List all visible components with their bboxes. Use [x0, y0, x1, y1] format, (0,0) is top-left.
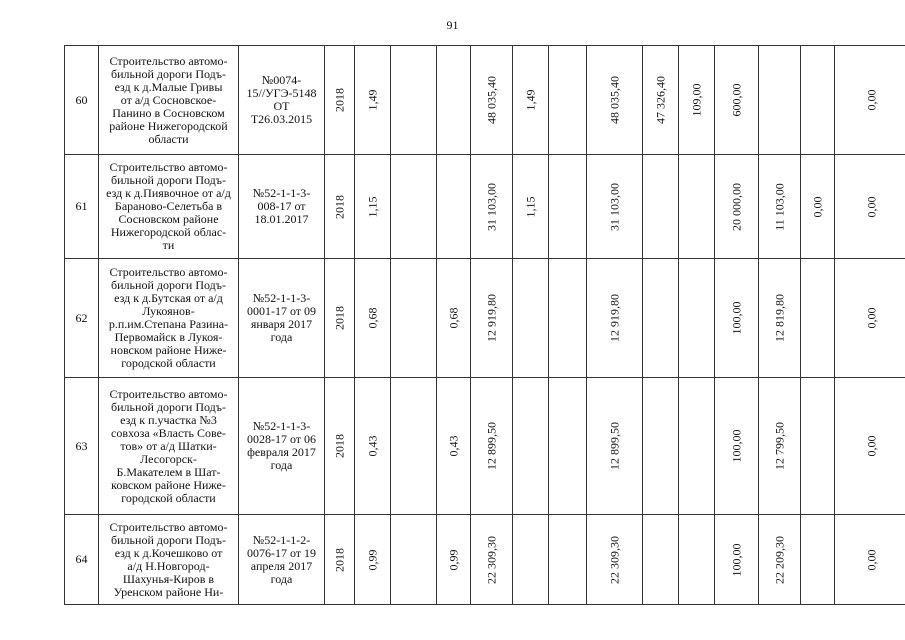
row-number — [65, 155, 99, 259]
c10-text: 600,00 — [729, 83, 743, 117]
cost-cell — [471, 378, 513, 515]
value-cell — [513, 378, 549, 515]
value-cell — [643, 155, 679, 259]
c10-text: 20 000,00 — [729, 182, 743, 231]
c13-text: 0,00 — [864, 89, 878, 111]
num-text: 60 — [75, 92, 88, 107]
c10-text: 100,00 — [729, 301, 743, 335]
year-text: 2018 — [332, 434, 346, 458]
c9-text: 109,00 — [689, 83, 703, 117]
value-cell — [801, 155, 835, 259]
value-cell — [679, 259, 715, 378]
value-cell — [549, 46, 587, 155]
value-cell — [391, 515, 437, 605]
document-reference — [239, 155, 325, 259]
value-cell — [549, 155, 587, 259]
table-row — [65, 378, 905, 515]
name-text: Строительство автомо- бильной дороги Подъ- езд к п.участка №3 совхоза «Власть Сове- тов» от а/д Шатки- Лесогорск- Б.Макателем в Шат- ковском районе Ниже- городской области — [109, 386, 228, 505]
name-text: Строительство автомо- бильной дороги Подъ- езд к д.Малые Гривы от а/д Сосновское- Панино в Сосновском районе Нижегородской области — [109, 53, 228, 146]
c11-text: 12 819,80 — [772, 294, 786, 342]
cost-cell — [471, 155, 513, 259]
row-number — [65, 259, 99, 378]
c12-text: 0,00 — [810, 196, 824, 217]
c13-text: 0,00 — [864, 435, 878, 457]
c1-text: 0,43 — [365, 435, 379, 457]
length-cell — [355, 155, 391, 259]
value-cell — [643, 46, 679, 155]
value-cell — [513, 46, 549, 155]
cost-cell — [471, 515, 513, 605]
value-cell — [549, 515, 587, 605]
c7-text: 22 309,30 — [607, 535, 621, 584]
c4-text: 12 899,50 — [484, 422, 498, 470]
balance-cell — [835, 155, 905, 259]
value-cell — [715, 259, 759, 378]
c7-text: 12 899,50 — [607, 422, 621, 470]
value-cell — [513, 515, 549, 605]
value-cell — [715, 378, 759, 515]
value-cell — [391, 259, 437, 378]
c4-text: 31 103,00 — [484, 182, 498, 231]
value-cell — [437, 515, 471, 605]
value-cell — [437, 259, 471, 378]
value-cell — [679, 46, 715, 155]
c3-text: 0,43 — [446, 435, 460, 457]
cost-cell — [587, 46, 643, 155]
num-text: 64 — [75, 552, 88, 566]
value-cell — [759, 378, 801, 515]
table-row — [65, 46, 905, 155]
value-cell — [801, 259, 835, 378]
balance-cell — [835, 46, 905, 155]
row-number — [65, 378, 99, 515]
value-cell — [801, 46, 835, 155]
c1-text: 1,15 — [365, 196, 379, 217]
balance-cell — [835, 515, 905, 605]
c7-text: 48 035,40 — [607, 76, 621, 124]
c7-text: 31 103,00 — [607, 182, 621, 231]
c10-text: 100,00 — [729, 543, 743, 576]
value-cell — [759, 259, 801, 378]
value-cell — [759, 515, 801, 605]
document-reference — [239, 259, 325, 378]
value-cell — [759, 46, 801, 155]
name-text: Строительство автомо- бильной дороги Подъ- езд к д.Кочешково от а/д Н.Новгород- Шахунья-Киров в Уренском районе Ни- — [109, 519, 228, 599]
value-cell — [513, 155, 549, 259]
year-text: 2018 — [332, 194, 346, 219]
value-cell — [437, 155, 471, 259]
object-name — [99, 46, 239, 155]
c10-text: 100,00 — [729, 429, 743, 463]
c4-text: 22 309,30 — [484, 535, 498, 584]
c1-text: 1,49 — [365, 89, 379, 111]
name-text: Строительство автомо- бильной дороги Подъ- езд к д.Бутская от а/д Лукоянов- р.п.им.Степана Разина- Первомайск в Лукоя- новском районе Ниже- городской области — [108, 265, 229, 370]
object-name — [99, 378, 239, 515]
object-name — [99, 515, 239, 605]
value-cell — [437, 46, 471, 155]
value-cell — [679, 515, 715, 605]
value-cell — [643, 515, 679, 605]
year-cell — [325, 46, 355, 155]
doc-text: №0074- 15//УГЭ-5148 ОТ Т26.03.2015 — [246, 73, 317, 126]
c5-text: 1,15 — [523, 196, 537, 217]
length-cell — [355, 259, 391, 378]
c11-text: 12 799,50 — [772, 422, 786, 470]
value-cell — [549, 259, 587, 378]
cost-cell — [587, 259, 643, 378]
c13-text: 0,00 — [864, 196, 878, 217]
table-row — [65, 155, 905, 259]
cost-cell — [587, 378, 643, 515]
c11-text: 11 103,00 — [772, 182, 786, 231]
value-cell — [715, 46, 759, 155]
balance-cell — [835, 378, 905, 515]
value-cell — [715, 515, 759, 605]
length-cell — [355, 515, 391, 605]
value-cell — [549, 378, 587, 515]
table-row — [65, 515, 905, 605]
cost-cell — [587, 515, 643, 605]
c5-text: 1,49 — [523, 89, 537, 111]
year-text: 2018 — [332, 306, 346, 330]
length-cell — [355, 378, 391, 515]
row-number — [65, 46, 99, 155]
cost-cell — [587, 155, 643, 259]
value-cell — [715, 155, 759, 259]
object-name — [99, 259, 239, 378]
year-cell — [325, 378, 355, 515]
table-row — [65, 259, 905, 378]
year-text: 2018 — [332, 547, 346, 572]
doc-text: №52-1-1-3- 0028-17 от 06 февраля 2017 года — [246, 419, 317, 472]
cost-cell — [471, 259, 513, 378]
value-cell — [801, 378, 835, 515]
document-reference — [239, 515, 325, 605]
num-text: 62 — [75, 310, 88, 325]
c1-text: 0,99 — [365, 549, 379, 570]
document-reference — [239, 378, 325, 515]
num-text: 61 — [75, 199, 88, 213]
row-number — [65, 515, 99, 605]
doc-text: №52-1-1-3- 0001-17 от 09 января 2017 года — [246, 291, 317, 344]
cost-cell — [471, 46, 513, 155]
value-cell — [801, 515, 835, 605]
value-cell — [679, 155, 715, 259]
value-cell — [643, 378, 679, 515]
year-cell — [325, 259, 355, 378]
doc-text: №52-1-1-2- 0076-17 от 19 апреля 2017 года — [246, 532, 317, 586]
c13-text: 0,00 — [864, 549, 878, 570]
year-cell — [325, 515, 355, 605]
c4-text: 48 035,40 — [484, 76, 498, 124]
value-cell — [759, 155, 801, 259]
c7-text: 12 919,80 — [607, 294, 621, 342]
value-cell — [679, 378, 715, 515]
length-cell — [355, 46, 391, 155]
balance-cell — [835, 259, 905, 378]
value-cell — [391, 46, 437, 155]
c3-text: 0,99 — [446, 549, 460, 570]
objects-table — [64, 45, 905, 605]
c13-text: 0,00 — [864, 307, 878, 329]
c1-text: 0,68 — [365, 307, 379, 329]
document-reference — [239, 46, 325, 155]
value-cell — [643, 259, 679, 378]
year-cell — [325, 155, 355, 259]
value-cell — [391, 155, 437, 259]
doc-text: №52-1-1-3- 008-17 от 18.01.2017 — [252, 186, 311, 226]
num-text: 63 — [75, 438, 88, 453]
c4-text: 12 919,80 — [484, 294, 498, 342]
value-cell — [437, 378, 471, 515]
value-cell — [391, 378, 437, 515]
c3-text: 0,68 — [446, 307, 460, 329]
c11-text: 22 209,30 — [772, 535, 786, 584]
name-text: Строительство автомо- бильной дороги Подъ- езд к д.Пиявочное от а/д Бараново-Селетьба в Сосновском районе Нижегородской облас- ти — [106, 160, 231, 252]
object-name — [99, 155, 239, 259]
page-number: 91 — [446, 18, 459, 32]
c8-text: 47 326,40 — [653, 76, 667, 124]
value-cell — [513, 259, 549, 378]
year-text: 2018 — [332, 88, 346, 112]
